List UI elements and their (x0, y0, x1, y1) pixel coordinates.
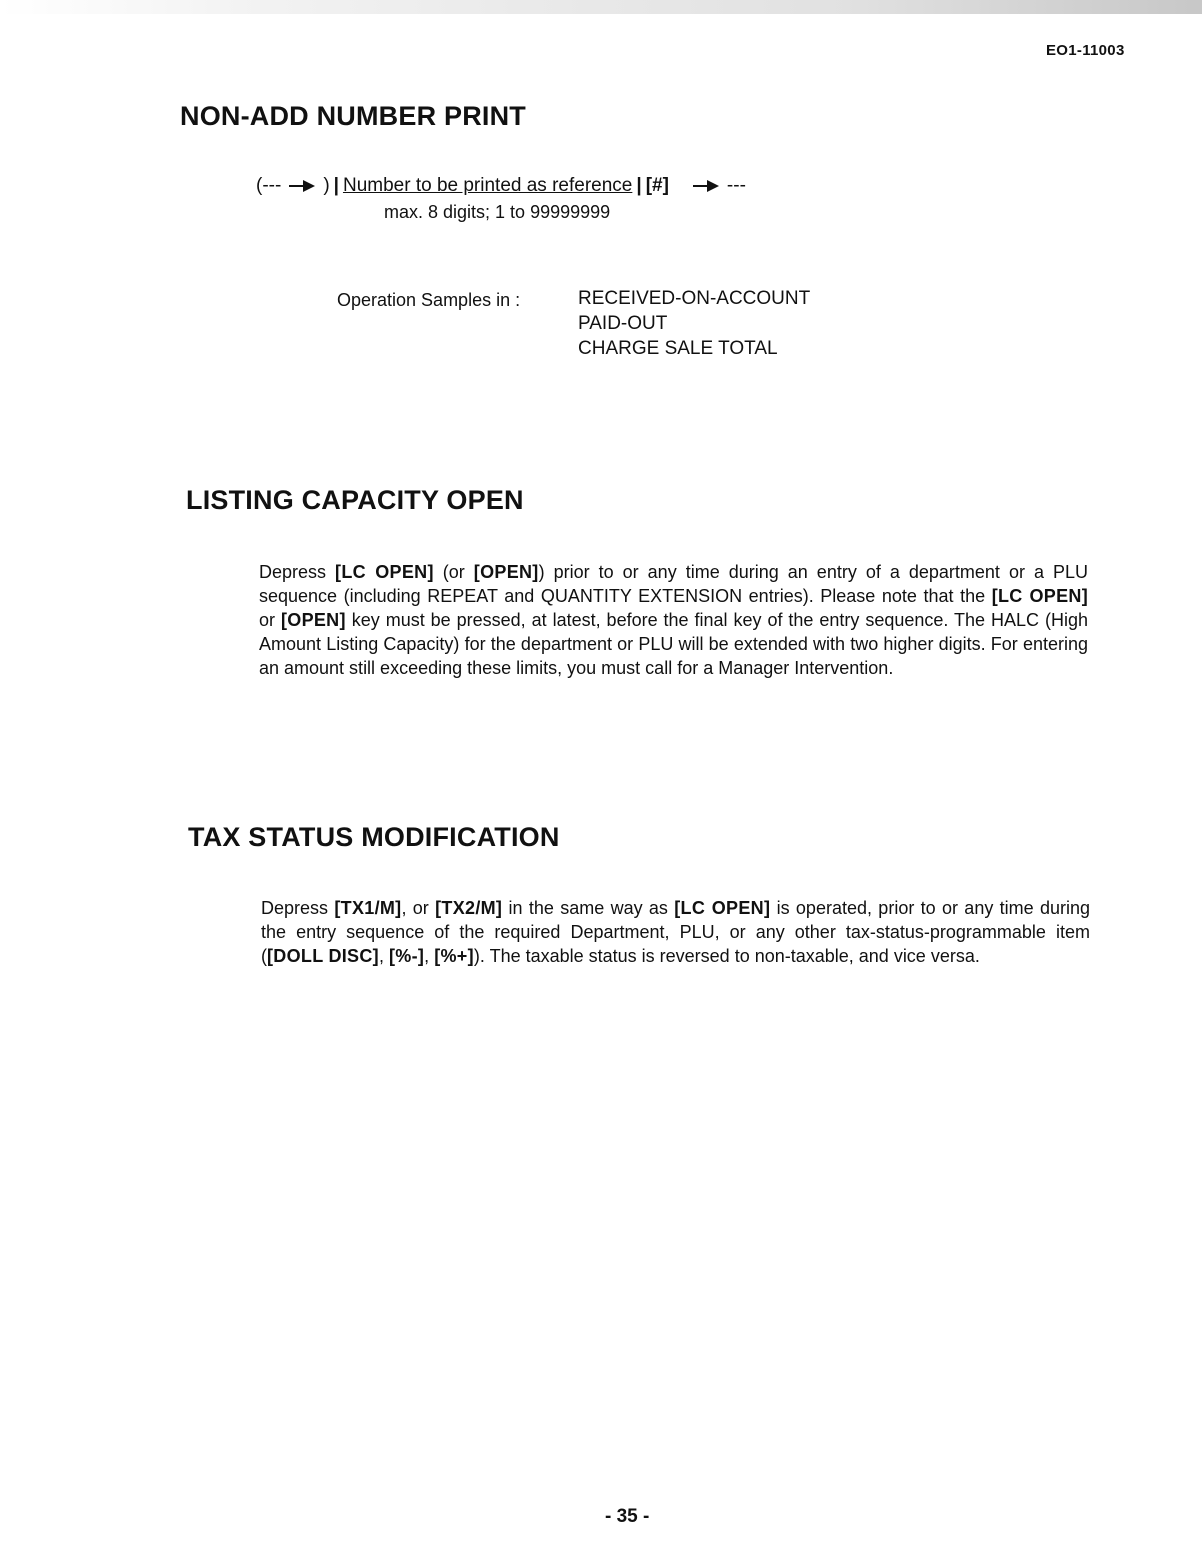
key-percent-plus: [%+] (434, 946, 474, 966)
scan-edge-artifact (0, 0, 1202, 14)
sequence-end: --- (726, 175, 746, 196)
key-doll-disc: [DOLL DISC] (267, 946, 379, 966)
section-title-tax-status-modification: TAX STATUS MODIFICATION (188, 822, 560, 852)
reference-number-label: Number to be printed as reference (342, 175, 633, 196)
arrow-right-icon (693, 179, 719, 193)
key-lc-open: [LC OPEN] (991, 586, 1088, 606)
listing-capacity-paragraph: Depress [LC OPEN] (or [OPEN]) prior to or any time during an entry of a department or a PLU sequence (including REPEAT and QUANTITY EXTENSION entries). Please note that the [LC OPEN] or [OPEN] key must be pressed, at latest, before the final key of the entry sequence. The HALC (High Amount Listing Capacity) for the department or PLU will be extended with two higher digits. For entering an amount still exceeding these limits, you must call for a Manager Intervention. (259, 562, 1088, 678)
key-lc-open: [LC OPEN] (335, 562, 434, 582)
key-open: [OPEN] (473, 562, 539, 582)
operation-samples-list (578, 286, 810, 361)
key-open: [OPEN] (280, 610, 346, 630)
key-sequence-syntax (256, 175, 746, 197)
list-item: CHARGE SALE TOTAL (578, 338, 778, 359)
hash-key: [#] (645, 175, 669, 196)
key-lc-open: [LC OPEN] (674, 898, 771, 918)
list-item: PAID-OUT (578, 313, 668, 334)
digit-limit-note: max. 8 digits; 1 to 99999999 (384, 202, 611, 222)
list-item: RECEIVED-ON-ACCOUNT (578, 288, 811, 309)
section-title-listing-capacity-open: LISTING CAPACITY OPEN (186, 485, 524, 515)
sequence-start: (--- (256, 175, 282, 196)
tax-status-paragraph: Depress [TX1/M], or [TX2/M] in the same way as [LC OPEN] is operated, prior to or any time during the entry sequence of the required Department, PLU, or any other tax-status-programmable item ([DOLL DISC], [%-], [%+]). The taxable status is reversed to non-taxable, and vice versa. (261, 898, 1091, 966)
separator-bar: | (636, 175, 642, 196)
separator-bar: | (333, 175, 339, 196)
close-paren: ) (323, 175, 330, 196)
key-percent-minus: [%-] (388, 946, 425, 966)
document-id: EO1-11003 (1046, 42, 1125, 59)
page-number: - 35 - (605, 1506, 650, 1527)
section-title-non-add-number-print: NON-ADD NUMBER PRINT (180, 101, 526, 131)
operation-samples-label: Operation Samples in : (337, 290, 521, 310)
key-tx2-m: [TX2/M] (435, 898, 503, 918)
arrow-right-icon (289, 179, 315, 193)
key-tx1-m: [TX1/M] (334, 898, 402, 918)
